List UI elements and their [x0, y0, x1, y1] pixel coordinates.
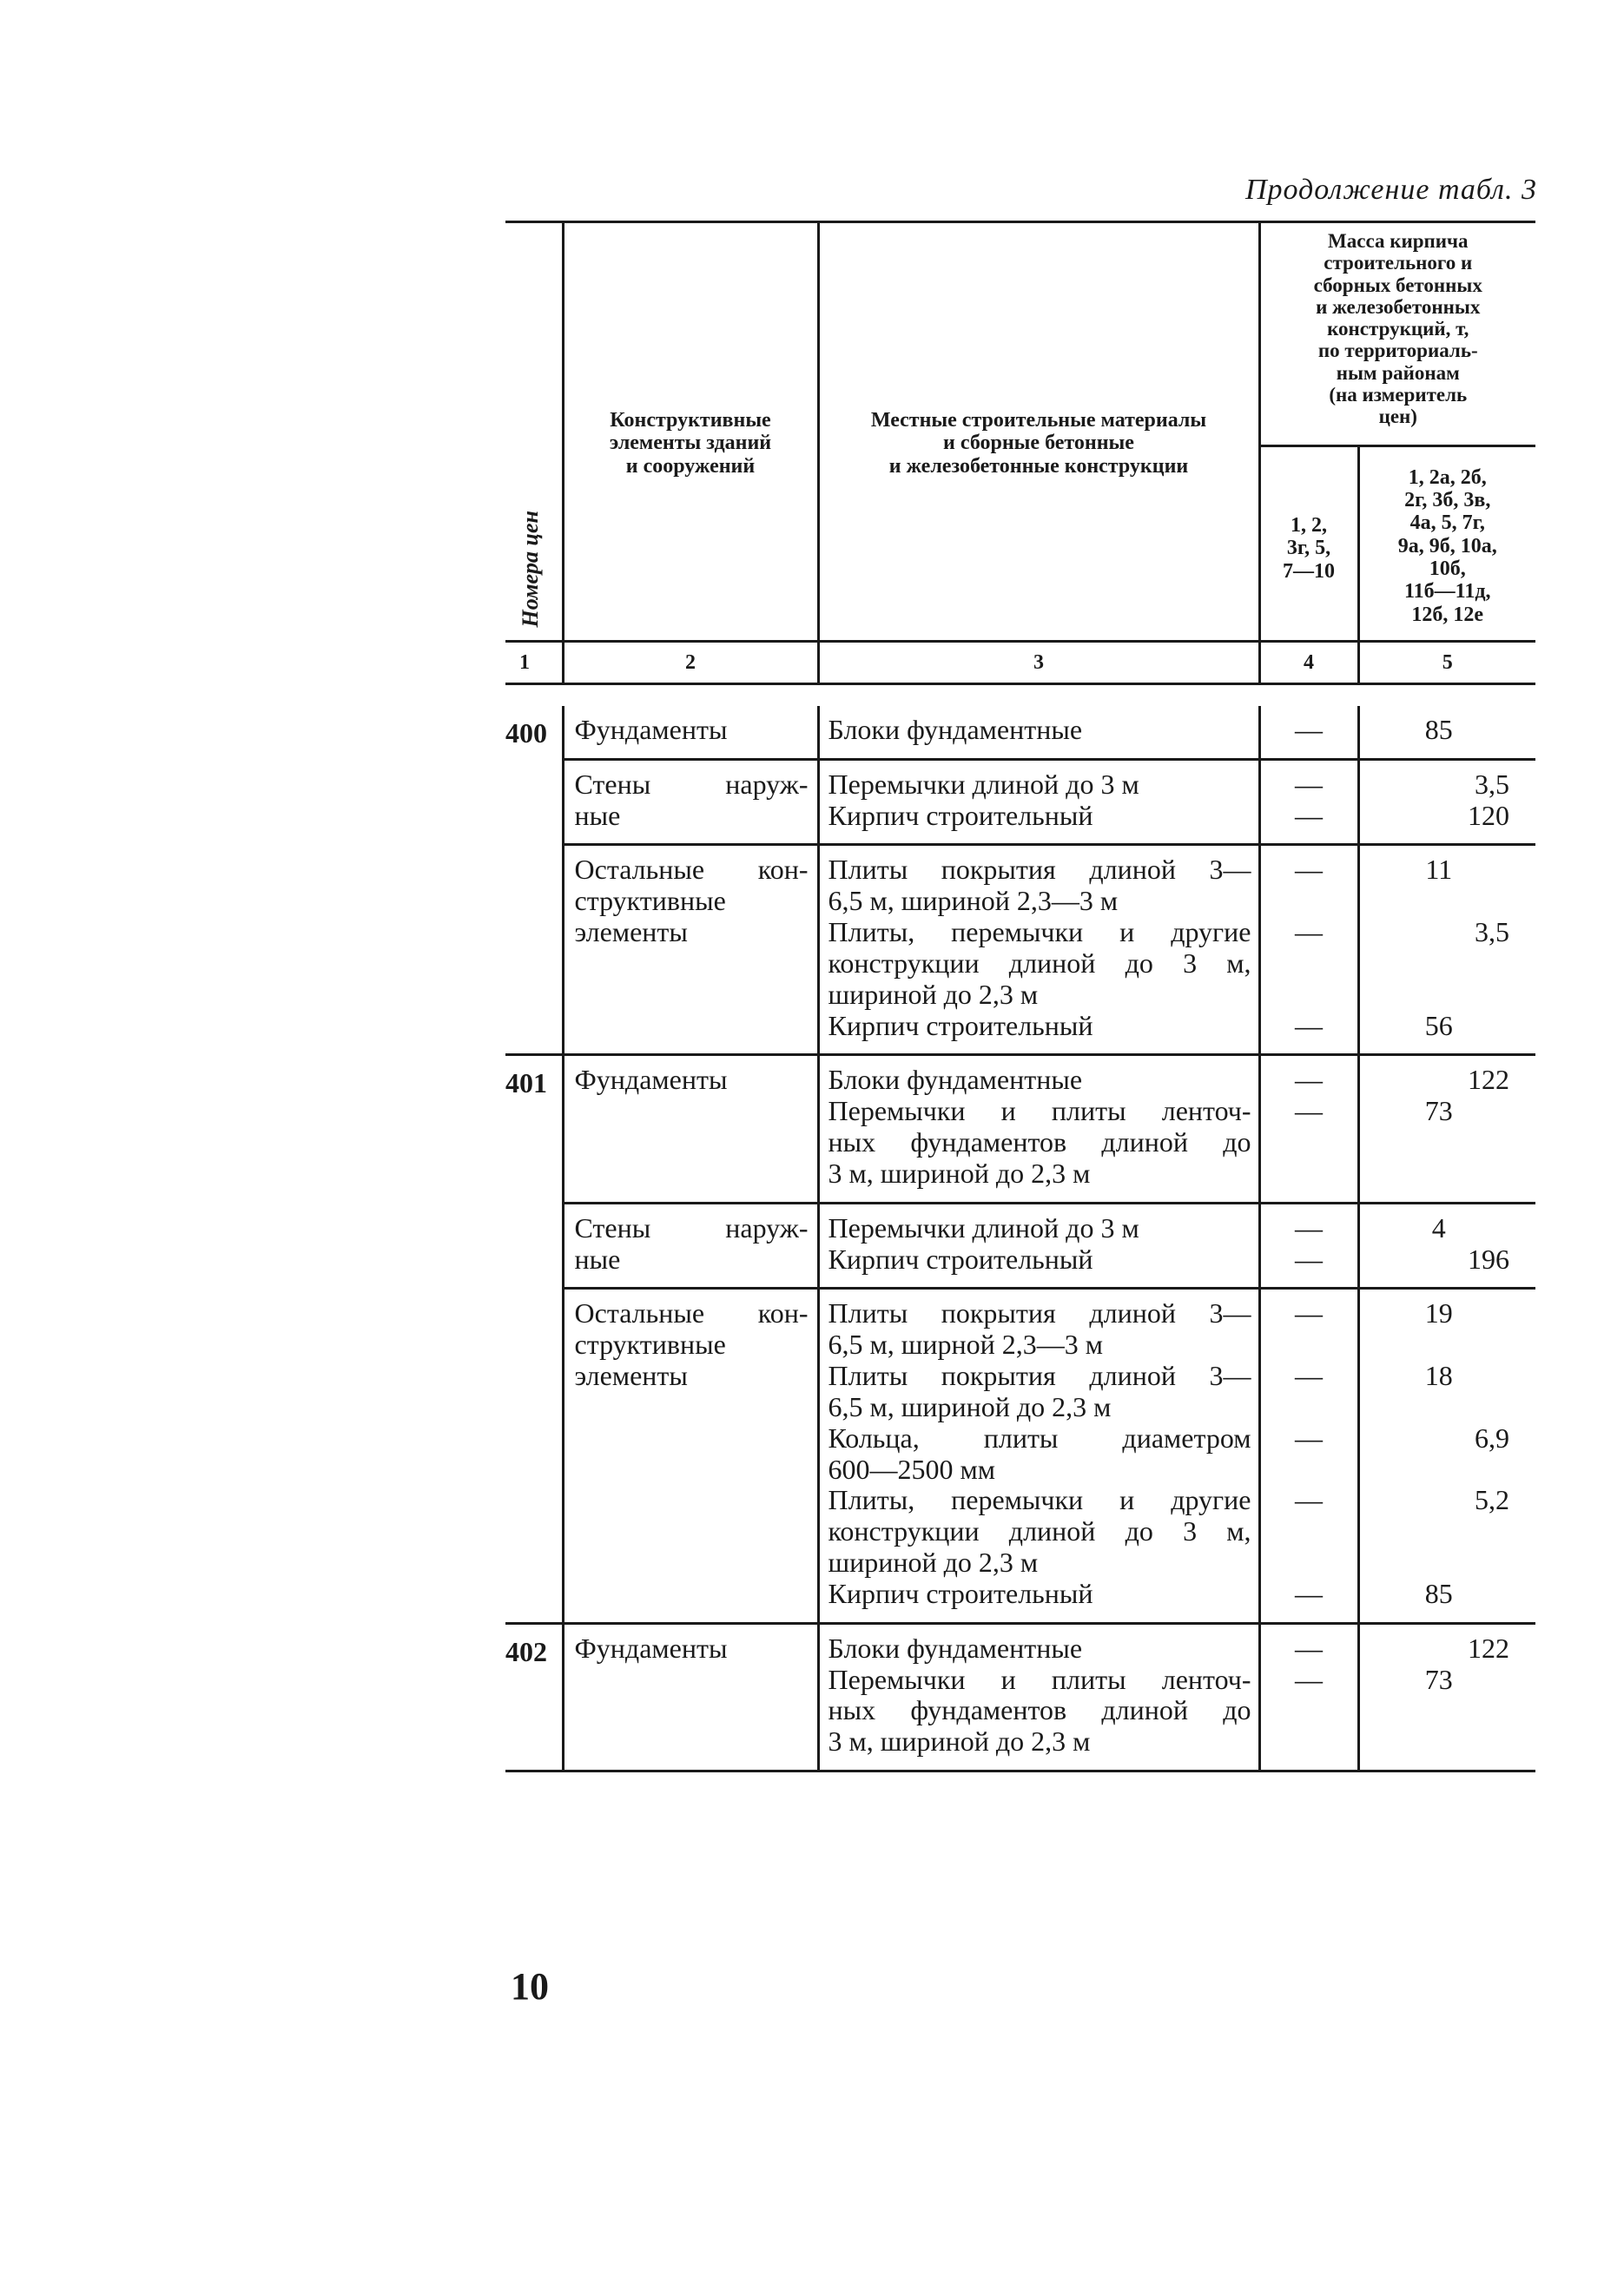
region-1-value: — [1295, 1095, 1323, 1127]
region-2-value: 3,5 [1475, 916, 1509, 948]
region-1-value: — [1295, 1632, 1323, 1664]
table-row [505, 1203, 1535, 1289]
table-row [505, 1055, 1535, 1203]
structural-element-text: Остальные кон- [574, 1297, 809, 1329]
header-region-group-1: 1, 2, 3г, 5, 7—10 [1259, 445, 1358, 641]
material-text: Перемычки длиной до 3 м [828, 1211, 1139, 1244]
region-1-mass-cell [1259, 1289, 1358, 1623]
region-2-value: 4 [1431, 1211, 1446, 1244]
header-price-number [505, 222, 563, 642]
structural-element-text: Стены наруж- [574, 1211, 809, 1244]
material-text: Перемычки длиной до 3 м [828, 768, 1139, 800]
structural-element-cell [563, 759, 818, 845]
structural-element-cell [563, 706, 818, 759]
material-text: шириной до 2,3 м [828, 1547, 1039, 1579]
region-2-mass-cell [1358, 1203, 1535, 1289]
structural-element-text: ные [574, 1243, 621, 1275]
region-2-value: 120 [1468, 799, 1509, 831]
region-2-value: 85 [1424, 714, 1453, 745]
region-2-mass-cell [1358, 706, 1535, 759]
structural-element-text: структивные [574, 1329, 726, 1361]
header-region-group-2: 1, 2а, 2б, 2г, 3б, 3в, 4а, 5, 7г, 9а, 9б, 10а, 10б, 11б—11д, 12б, 12е [1397, 465, 1497, 626]
column-number: 2 [563, 642, 818, 684]
materials-cell [818, 706, 1259, 759]
region-1-mass-cell [1259, 845, 1358, 1055]
region-1-value: — [1295, 1009, 1323, 1041]
region-1-value: — [1295, 916, 1323, 948]
header-structural-elements: Конструктивные элементы зданий и сооружений [563, 222, 818, 642]
materials-cell [818, 845, 1259, 1055]
region-1-value: — [1295, 1360, 1323, 1392]
material-text: Блоки фундаментные [828, 1064, 1083, 1096]
material-text: шириной до 2,3 м [828, 978, 1039, 1010]
structural-element-text: элементы [574, 916, 688, 948]
region-1-value: — [1295, 1243, 1323, 1275]
price-number-cell: 400 [505, 706, 563, 1055]
region-2-mass-cell [1358, 1623, 1535, 1771]
material-text: 3 м, шириной до 2,3 м [828, 1725, 1091, 1758]
structural-element-text: Фундаменты [574, 1064, 728, 1096]
region-2-value: 122 [1468, 1632, 1509, 1664]
table-row [505, 1289, 1535, 1623]
region-1-mass-cell [1259, 1623, 1358, 1771]
table-row [505, 759, 1535, 845]
region-2-mass-cell [1358, 1289, 1535, 1623]
structural-element-cell [563, 845, 818, 1055]
region-1-value: — [1295, 768, 1323, 800]
structural-element-text: структивные [574, 885, 726, 917]
page-number: 10 [511, 1965, 549, 2008]
region-1-value: — [1295, 1663, 1323, 1695]
materials-cell [818, 1289, 1259, 1623]
material-text: Кирпич строительный [828, 799, 1093, 831]
region-2-value: 11 [1425, 854, 1453, 886]
region-1-value: — [1295, 1211, 1323, 1244]
structural-element-text: ные [574, 799, 621, 831]
structural-element-cell [563, 1623, 818, 1771]
region-1-value: — [1295, 1484, 1323, 1516]
material-text: Кирпич строительный [828, 1577, 1093, 1609]
region-1-value: — [1295, 1422, 1323, 1454]
structural-element-text: Остальные кон- [574, 854, 809, 886]
region-1-value: — [1295, 1577, 1323, 1609]
material-text: Кирпич строительный [828, 1009, 1093, 1041]
region-1-value: — [1295, 1064, 1323, 1096]
material-text: Кирпич строительный [828, 1243, 1093, 1275]
region-2-value: 85 [1424, 1577, 1453, 1609]
region-2-mass-cell [1358, 1055, 1535, 1203]
column-number-row [505, 642, 1535, 684]
column-number: 5 [1358, 642, 1535, 684]
region-2-value: 122 [1468, 1064, 1509, 1096]
region-2-value: 56 [1424, 1009, 1453, 1041]
material-text: ных фундаментов длиной до [828, 1694, 1251, 1726]
material-text: ных фундаментов длиной до [828, 1126, 1251, 1158]
region-1-value: — [1295, 799, 1323, 831]
region-2-value: 196 [1468, 1243, 1509, 1275]
region-2-value: 5,2 [1475, 1484, 1509, 1516]
header-mass: Масса кирпича строительного и сборных бетонных и железобетонных конструкций, т, по территориаль- ным районам (на измеритель цен) [1259, 222, 1535, 446]
region-1-mass-cell [1259, 706, 1358, 759]
structural-element-cell [563, 1289, 818, 1623]
price-number-cell: 402 [505, 1623, 563, 1771]
structural-element-text: элементы [574, 1360, 688, 1392]
column-number: 1 [505, 642, 563, 684]
table-body [505, 706, 1535, 1771]
material-text: 600—2500 мм [828, 1453, 995, 1485]
material-text: Блоки фундаментные [828, 714, 1083, 745]
materials-cell [818, 1623, 1259, 1771]
material-text: Плиты, перемычки и другие [828, 1484, 1251, 1516]
material-text: Плиты, перемычки и другие [828, 916, 1251, 948]
region-1-value: — [1295, 1297, 1323, 1329]
region-2-value: 6,9 [1475, 1422, 1509, 1454]
structural-element-text: Фундаменты [574, 714, 728, 745]
material-text: 6,5 м, шириной до 2,3 м [828, 1390, 1112, 1422]
price-number-cell: 401 [505, 1055, 563, 1623]
material-text: Перемычки и плиты ленточ- [828, 1663, 1251, 1695]
material-text: Плиты покрытия длиной 3— [828, 1297, 1251, 1329]
materials-cell [818, 759, 1259, 845]
region-2-mass-cell [1358, 759, 1535, 845]
column-number: 4 [1259, 642, 1358, 684]
region-1-mass-cell [1259, 1055, 1358, 1203]
header-local-materials: Местные строительные материалы и сборные бетонные и железобетонные конструкции [818, 222, 1259, 642]
table-row [505, 1623, 1535, 1771]
material-text: конструкции длиной до 3 м, [828, 947, 1251, 979]
material-text: Перемычки и плиты ленточ- [828, 1095, 1251, 1127]
table-row [505, 706, 1535, 759]
table-row [505, 845, 1535, 1055]
materials-cell [818, 1203, 1259, 1289]
region-1-mass-cell [1259, 1203, 1358, 1289]
structural-element-cell [563, 1055, 818, 1203]
material-text: Блоки фундаментные [828, 1632, 1083, 1664]
structural-element-text: Стены наруж- [574, 768, 809, 800]
material-text: Плиты покрытия длиной 3— [828, 1360, 1251, 1392]
region-2-value: 19 [1424, 1297, 1453, 1329]
material-text: Плиты покрытия длиной 3— [828, 854, 1251, 886]
table-continuation-caption: Продолжение табл. 3 [1244, 174, 1537, 206]
column-number: 3 [818, 642, 1259, 684]
region-2-value: 73 [1424, 1095, 1453, 1127]
price-table [505, 221, 1535, 1772]
region-1-value: — [1295, 714, 1323, 745]
materials-cell [818, 1055, 1259, 1203]
material-text: конструкции длиной до 3 м, [828, 1515, 1251, 1547]
material-text: 6,5 м, шириной 2,3—3 м [828, 885, 1119, 917]
region-2-mass-cell [1358, 845, 1535, 1055]
region-2-value: 3,5 [1475, 768, 1509, 800]
region-2-value: 73 [1424, 1663, 1453, 1695]
material-text: 6,5 м, ширной 2,3—3 м [828, 1329, 1104, 1361]
region-1-value: — [1295, 854, 1323, 886]
material-text: Кольца, плиты диаметром [828, 1422, 1251, 1454]
header-price-number-label: Номера цен [518, 511, 543, 628]
region-2-value: 18 [1424, 1360, 1453, 1392]
region-1-mass-cell [1259, 759, 1358, 845]
material-text: 3 м, шириной до 2,3 м [828, 1157, 1091, 1189]
structural-element-cell [563, 1203, 818, 1289]
structural-element-text: Фундаменты [574, 1632, 728, 1664]
